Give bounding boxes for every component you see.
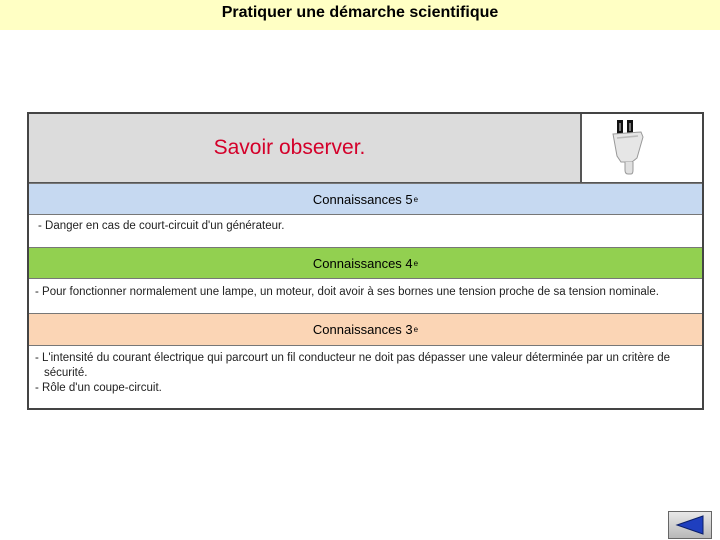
knowledge-card bbox=[27, 112, 704, 410]
section-line: - Danger en cas de court-circuit d'un générateur. bbox=[38, 220, 285, 232]
top-banner bbox=[0, 0, 720, 30]
electrical-plug-icon bbox=[610, 118, 646, 176]
icon-cell bbox=[582, 114, 702, 182]
section-heading-sup: e bbox=[413, 194, 419, 204]
title-cell bbox=[29, 114, 582, 182]
section-heading-sup: e bbox=[413, 258, 419, 268]
section-heading-3e bbox=[29, 313, 702, 346]
section-heading-text: Connaissances 5 bbox=[312, 191, 413, 207]
section-heading-5e bbox=[29, 183, 702, 215]
card-title: Savoir observer. bbox=[213, 136, 366, 159]
section-heading-4e bbox=[29, 247, 702, 279]
section-heading-text: Connaissances 3 bbox=[312, 322, 413, 337]
section-heading-text: Connaissances 4 bbox=[312, 255, 413, 271]
section-line: sécurité. bbox=[44, 367, 88, 379]
back-arrow-icon bbox=[675, 515, 705, 535]
section-text-4e bbox=[29, 279, 702, 313]
banner-title: Pratiquer une démarche scientifique bbox=[221, 4, 499, 21]
section-text-3e bbox=[29, 346, 702, 408]
section-heading-sup: e bbox=[413, 325, 419, 334]
section-line: - Pour fonctionner normalement une lampe, un moteur, doit avoir à ses bornes une tension proche de sa tension nominale. bbox=[35, 286, 659, 298]
section-line: - L'intensité du courant électrique qui parcourt un fil conducteur ne doit pas dépasser une valeur déterminée par un critère de bbox=[35, 352, 671, 364]
back-button[interactable] bbox=[668, 511, 712, 539]
section-line: - Rôle d'un coupe-circuit. bbox=[35, 382, 162, 394]
section-text-5e bbox=[29, 215, 702, 247]
card-title-row bbox=[29, 114, 702, 183]
